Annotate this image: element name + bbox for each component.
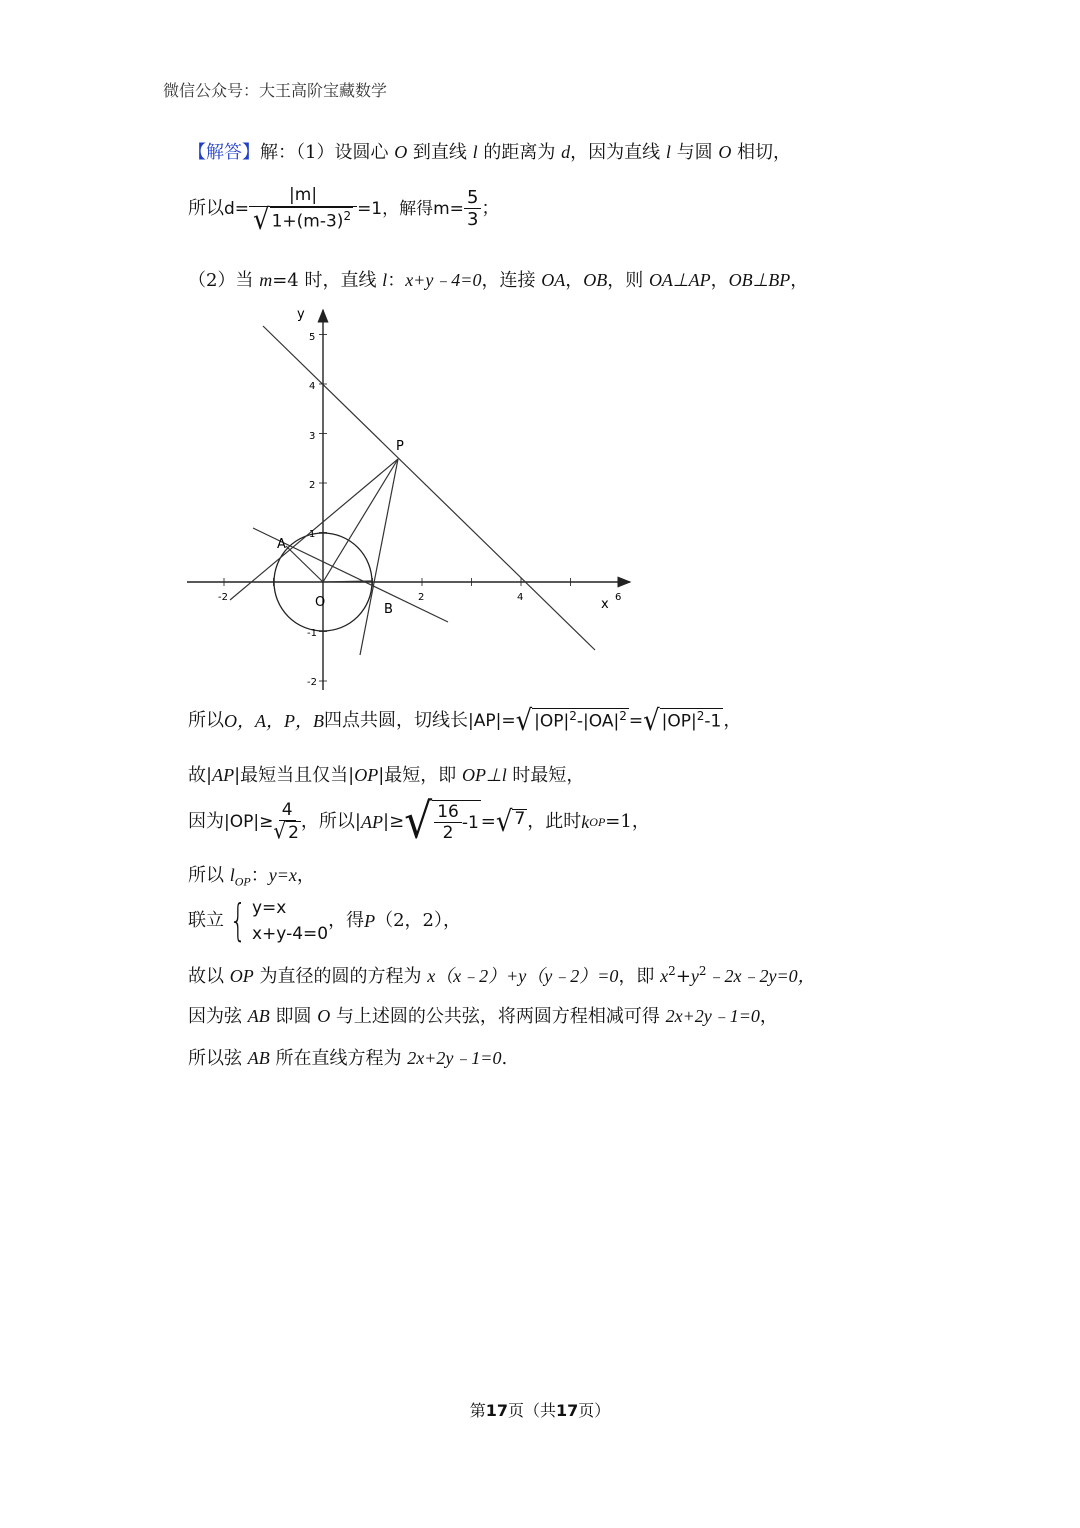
page-header: 微信公众号：大王高阶宝藏数学: [163, 81, 388, 100]
answer-line-11: 所以弦 AB 所在直线方程为 2x+2y﹣1=0.: [188, 1048, 508, 1069]
label-O: O: [315, 595, 326, 610]
left-brace-icon: {: [229, 895, 247, 947]
segment-OA: [286, 546, 323, 582]
ytick-label: 5: [309, 332, 316, 343]
answer-tag: 【解答】: [188, 142, 260, 163]
label-B: B: [384, 602, 393, 617]
equation-system: { y=x x+y-4=0: [229, 895, 329, 947]
coordinate-figure: [185, 300, 635, 695]
distance-fraction: |m| √ $1+(m-3)^2$: [249, 186, 357, 233]
label-x: x: [601, 597, 609, 612]
ytick-label: 3: [309, 431, 316, 442]
answer-line-5: 故|AP|最短当且仅当|OP|最短，即 OP⊥l 时最短，: [188, 765, 585, 786]
answer-line-2: 所以 d= |m| √ $1+(m-3)^2$ =1，解得 m= $\frac{5}{3}$ ；: [188, 185, 500, 237]
m-fraction: $\frac{5}{3}$: [464, 188, 481, 231]
xtick-label: 4: [517, 592, 524, 603]
answer-line-3: （2）当 m=4 时，直线 l：x+y﹣4=0，连接 OA，OB，则 OA⊥AP，OB⊥BP，: [188, 270, 809, 291]
answer-line-1: 【解答】解：（1）设圆心 O 到直线 l 的距离为 d，因为直线 l 与圆 O 相切，: [188, 142, 792, 163]
ytick-label: -1: [307, 628, 317, 639]
answer-line-6: 因为 |OP|≥ 4 √ 2 ，所以| AP |≥ √ $\frac{16}{2}$ -1 = √ 7 ，此时 k OP =1，: [188, 793, 650, 850]
label-P: P: [396, 439, 404, 454]
answer-line-8: 联立 { y=x x+y-4=0 ，得 P （2，2），: [188, 895, 461, 947]
label-y: y: [297, 307, 305, 322]
ytick-label: 1: [309, 529, 316, 540]
segment-OP: [323, 459, 398, 582]
xtick-label: -2: [218, 592, 228, 603]
answer-line-4: 所以 O，A，P，B 四点共圆，切线长 |AP|= √ $|OP|^2-|OA|^2$ = √ $|OP|^2-1$ ，: [188, 704, 742, 738]
xtick-label: 2: [418, 592, 425, 603]
ytick-label: 4: [309, 381, 316, 392]
answer-line-10: 因为弦 AB 即圆 O 与上述圆的公共弦，将两圆方程相减可得 2x+2y﹣1=0，: [188, 1006, 778, 1027]
answer-line-7: 所以 $l_{OP}$：y=x，: [188, 865, 315, 889]
page-footer: 第17页（共17页）: [469, 1401, 611, 1420]
xtick-label: 6: [615, 592, 622, 603]
label-A: A: [277, 537, 286, 552]
ytick-label: -2: [307, 677, 317, 688]
answer-line-9: 故以 OP 为直径的圆的方程为 x（x﹣2）+y（y﹣2）=0，即 $x^2+y^2﹣2x﹣2y=0$，: [188, 964, 816, 987]
ytick-label: 2: [309, 480, 316, 491]
